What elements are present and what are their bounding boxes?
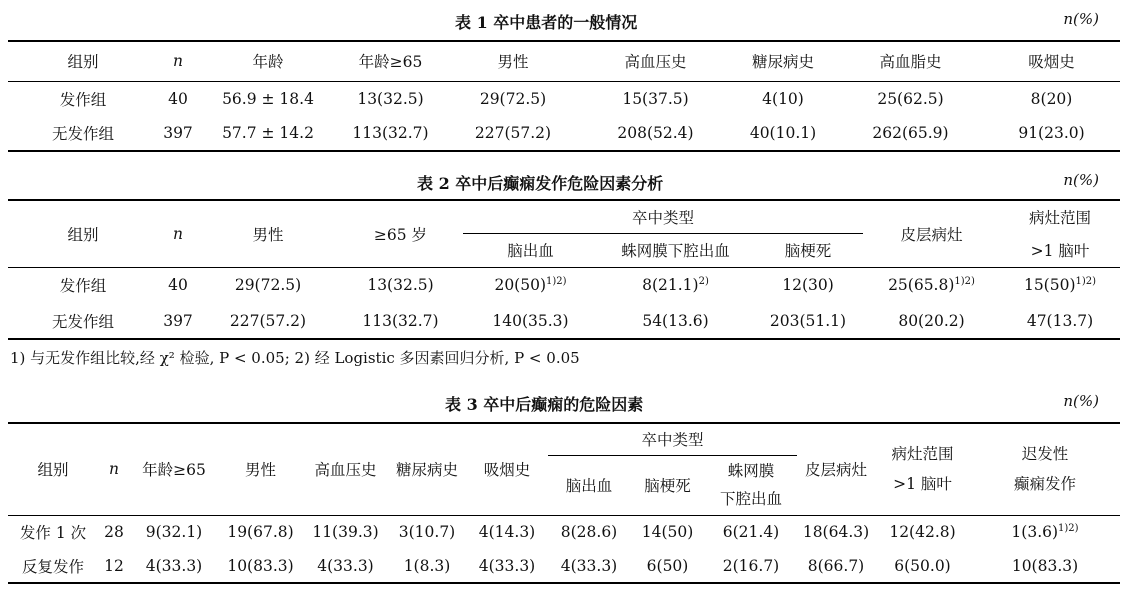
table-cell: 40(10.1) [749, 124, 817, 142]
table-cell: 8(28.6) [560, 523, 618, 542]
table1-header: n [158, 41, 198, 81]
table2-caption: 表 2 卒中后癫痫发作危险因素分析 [417, 174, 664, 193]
table1-header-row [8, 41, 1120, 81]
cell-value: 25(65.8) [888, 276, 955, 295]
table-cell: 13(32.5) [367, 276, 434, 295]
table3-header-late-1: 迟发性 [1021, 445, 1069, 464]
table1-header: 高血压史 [583, 41, 728, 81]
table-cell: 397 [163, 311, 193, 330]
table-cell: 无发作组 [51, 312, 114, 331]
table1-header: 组别 [8, 41, 158, 81]
table2-unit: n(%) [1063, 171, 1099, 189]
table-cell: 54(13.6) [642, 311, 709, 330]
table-row [8, 549, 1120, 583]
table2-header-range: 病灶范围 [1000, 200, 1120, 233]
table2 [8, 199, 1120, 340]
table3-unit: n(%) [1063, 392, 1099, 410]
table-cell: 397 [163, 124, 193, 142]
footnote-marker: 1)2) [954, 276, 975, 288]
table-cell: 3(10.7) [398, 523, 456, 542]
table2-header-group: 组别 [8, 200, 158, 267]
table-cell: 4(10) [762, 89, 804, 108]
table3-header-range [875, 423, 970, 515]
table-cell: 4(33.3) [560, 556, 618, 575]
table-cell: 发作组 [59, 90, 107, 109]
table-cell [1000, 267, 1120, 303]
table3-header-group: 组别 [8, 423, 98, 515]
cell-value: 8(21.1) [642, 276, 699, 295]
table3-header-male: 男性 [218, 423, 303, 515]
table-row [8, 303, 1120, 339]
table1-header: 年龄 [198, 41, 338, 81]
table2-subheader: 脑出血 [507, 242, 554, 260]
table-cell: 208(52.4) [617, 124, 694, 142]
table-cell: 10(83.3) [1011, 556, 1079, 575]
table3-header-n: n [98, 423, 130, 515]
table1-caption: 表 1 卒中患者的一般情况 [455, 13, 638, 32]
table2-header-row [8, 200, 1120, 233]
footnote-marker: 1)2) [1058, 523, 1079, 535]
table-cell: 29(72.5) [234, 276, 302, 295]
table3-caption-row [0, 392, 1127, 418]
table-cell: 12(42.8) [889, 523, 956, 542]
table3-header-late [970, 423, 1120, 515]
table-cell: 19(67.8) [227, 523, 294, 542]
table-cell: 12 [104, 556, 124, 575]
table2-header-cortex: 皮层病灶 [863, 200, 1000, 267]
table1 [8, 40, 1120, 152]
cell-value: 1(3.6) [1011, 523, 1059, 542]
table3-header-late-2: 癫痫发作 [1013, 475, 1076, 494]
table2-header-male: 男性 [198, 200, 338, 267]
table-cell: 28 [104, 523, 124, 542]
table2-caption-row [0, 171, 1127, 197]
table-cell: 40 [168, 276, 188, 295]
footnote-marker: 1)2) [546, 276, 567, 288]
table-cell [598, 267, 753, 303]
table1-unit: n(%) [1063, 10, 1099, 28]
table-cell: 14(50) [641, 523, 694, 542]
table-cell: 8(66.7) [807, 556, 865, 575]
table2-footnote: 1) 与无发作组比较,经 χ² 检验, P < 0.05; 2) 经 Logistic 多因素回归分析, P < 0.05 [10, 349, 580, 367]
table-cell: 113(32.7) [362, 311, 439, 330]
table-cell: 6(50.0) [894, 556, 951, 575]
table3-subheader: 脑出血 [548, 455, 630, 515]
cell-value: 15(50) [1023, 276, 1076, 295]
table-cell: 40 [168, 89, 188, 108]
table3-header-htn: 高血压史 [303, 423, 388, 515]
table-cell: 9(32.1) [145, 523, 203, 542]
table-cell: 1(8.3) [403, 556, 451, 575]
footnote-marker: 2) [698, 276, 709, 288]
table-cell: 2(16.7) [722, 556, 780, 575]
table-row [8, 267, 1120, 303]
table-cell: 11(39.3) [312, 523, 379, 542]
table2-subheader: 脑梗死 [784, 242, 832, 260]
table-cell: 80(20.2) [898, 311, 965, 330]
table1-header: 糖尿病史 [728, 41, 838, 81]
table-cell: 发作 1 次 [19, 524, 87, 543]
table-row [8, 515, 1120, 549]
table1-header: 吸烟史 [983, 41, 1120, 81]
table-cell: 91(23.0) [1018, 124, 1085, 142]
table-cell: 25(62.5) [877, 89, 944, 108]
table2-subheader: 蛛网膜下腔出血 [621, 242, 730, 260]
table-cell [863, 267, 1000, 303]
table-row [8, 81, 1120, 116]
table3 [8, 422, 1120, 584]
table-cell: 203(51.1) [769, 311, 847, 330]
table3-header-dm: 糖尿病史 [388, 423, 466, 515]
table1-header: 高血脂史 [838, 41, 983, 81]
table3-header-cortex: 皮层病灶 [797, 423, 875, 515]
table3-header-stroke-type: 卒中类型 [548, 423, 797, 455]
table-cell: 8(20) [1030, 89, 1073, 108]
table-cell: 29(72.5) [479, 89, 547, 108]
table2-header-n: n [158, 200, 198, 267]
table-cell: 4(33.3) [478, 556, 536, 575]
table-cell: 15(37.5) [622, 89, 689, 108]
table1-header: 男性 [443, 41, 583, 81]
table-cell: 227(57.2) [474, 124, 552, 142]
table-cell: 56.9 ± 18.4 [222, 89, 314, 108]
table2-header-age: ≥65 岁 [338, 200, 463, 267]
table3-subheader-sah-1: 蛛网膜 [727, 462, 775, 480]
cell-value: 20(50) [494, 276, 546, 295]
footnote-marker: 1)2) [1075, 276, 1097, 288]
table-cell: 227(57.2) [229, 311, 307, 330]
table1-header: 年龄≥65 [338, 41, 443, 81]
table-cell: 47(13.7) [1026, 311, 1094, 330]
table-cell: 10(83.3) [227, 556, 294, 575]
table-cell: 反复发作 [21, 557, 84, 576]
table-cell: 262(65.9) [872, 124, 949, 142]
table-cell: 4(33.3) [317, 556, 374, 575]
table-cell [463, 267, 598, 303]
table3-subheader-sah [705, 455, 797, 515]
table-cell [970, 515, 1120, 549]
table-cell: 13(32.5) [357, 89, 424, 108]
table-cell: 发作组 [59, 277, 107, 296]
table3-header-row [8, 423, 1120, 455]
table-cell: 6(50) [646, 556, 689, 575]
table-cell: 4(33.3) [145, 556, 203, 575]
table3-header-range-1: 病灶范围 [891, 445, 954, 464]
table-cell: 12(30) [782, 276, 834, 295]
table-cell: 57.7 ± 14.2 [222, 124, 314, 142]
table2-header-stroke-type: 卒中类型 [463, 200, 863, 233]
table-cell: 113(32.7) [352, 124, 429, 142]
table1-caption-row [0, 10, 1127, 36]
table3-subheader-sah-2: 下腔出血 [719, 490, 782, 508]
table2-header-range-2: >1 脑叶 [1030, 241, 1090, 260]
table3-header-range-2: >1 脑叶 [893, 475, 952, 494]
table-cell: 6(21.4) [722, 523, 780, 542]
table3-caption: 表 3 卒中后癫痫的危险因素 [445, 395, 644, 414]
table-cell: 140(35.3) [492, 311, 569, 330]
table-cell: 18(64.3) [802, 523, 870, 542]
table-cell: 无发作组 [51, 125, 114, 143]
table-cell: 4(14.3) [478, 523, 536, 542]
table3-header-age: 年龄≥65 [130, 423, 218, 515]
table3-header-smoke: 吸烟史 [466, 423, 548, 515]
table3-subheader: 脑梗死 [630, 455, 705, 515]
table-row [8, 116, 1120, 151]
